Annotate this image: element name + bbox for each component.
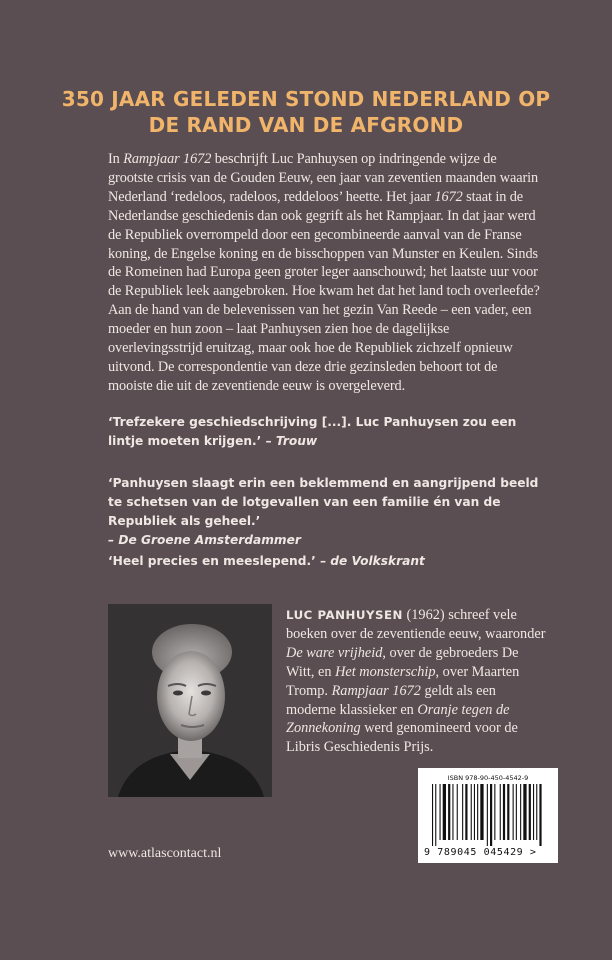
barcode-bar [516, 784, 517, 840]
isbn-label: ISBN 978-90-450-4542-9 [447, 774, 529, 782]
review-quote-volkskrant: ‘Heel precies en meeslepend.’ – de Volkskrant [108, 554, 425, 568]
headline [40, 86, 572, 138]
review-quote-groene: ‘Panhuysen slaagt erin een beklemmend en aangrijpend beeld te schetsen van de lotgevallen van een familie én van de Republiek als geheel.’ – De Groene Amsterdammer [108, 476, 539, 547]
barcode-bar [500, 784, 501, 840]
headline-line-1: 350 JAAR GELEDEN STOND NEDERLAND OP [61, 87, 551, 111]
barcode-bar [435, 784, 436, 846]
author-portrait-illustration [108, 604, 272, 797]
barcode-bar [536, 784, 537, 840]
isbn-digits: 9 789045 045429 > [424, 847, 537, 858]
barcode-bars [432, 784, 546, 846]
barcode-bar [457, 784, 458, 840]
barcode-bar [465, 784, 467, 840]
barcode-bar [462, 784, 463, 840]
barcode-bar [448, 784, 450, 840]
author-photo [108, 604, 272, 797]
barcode-bar [432, 784, 433, 846]
barcode-bar [480, 784, 483, 840]
barcode-bar [494, 784, 495, 840]
barcode-bar [507, 784, 509, 840]
year: 1672 [434, 188, 463, 205]
isbn-barcode [418, 768, 558, 863]
barcode-bar [443, 784, 446, 840]
barcode-bar [539, 784, 541, 846]
barcode-bar [533, 784, 534, 840]
barcode-bar [452, 784, 453, 840]
barcode-bar [471, 784, 472, 840]
barcode-bar [474, 784, 475, 840]
author-bio: LUC PANHUYSEN (1962) schreef vele boeken over de zeventiende eeuw, waaronder De ware vrijheid, over de gebroeders De Witt, en Het monsterschip, over Maarten Tromp. Rampjaar 1672 geldt als een moderne klassieker en Oranje tegen de Zonnekoning werd genomineerd voor de Libris Geschiedenis Prijs. [286, 607, 546, 756]
barcode-bar [487, 784, 488, 846]
book-description: In Rampjaar 1672 beschrijft Luc Panhuysen op indringende wijze de grootste crisis van de Gouden Eeuw, een jaar van zeventien maanden waarin Nederland ‘redeloos, radeloos, reddeloos’ heette. Het jaar 1672 staat in de Nederlandse geschiedenis dan ook gegrift als het Rampjaar. In dat jaar werd de Republiek overrompeld door een gecombineerde aanval van de Franse koning, de Engelse koning en de bisschoppen van Munster en Keulen. Sinds de Romeinen had Europa geen groter leger aanschouwd; het laatste uur voor de Republiek leek aangebroken. Hoe kwam het dat het land toch overleefde? Aan de hand van de belevenissen van het gezin Van Reede – een vader, een moeder en hun zoon – laat Panhuysen zien hoe de dagelijkse overlevingsstrijd eruitzag, maar ook hoe de Republiek zichzelf opnieuw uitvond. De correspondentie van deze drie gezinsleden behoort tot de mooiste die uit de zeventiende eeuw is overgeleverd. [108, 151, 540, 394]
quote-source: de Volkskrant [330, 554, 425, 568]
barcode-bar [503, 784, 505, 840]
quote-source: – De Groene Amsterdammer [108, 533, 301, 547]
barcode-bar [477, 784, 478, 840]
barcode-bar [523, 784, 526, 840]
barcode-bar [513, 784, 514, 840]
quote-source: Trouw [275, 434, 318, 448]
review-quote-trouw: ‘Trefzekere geschiedschrijving [...]. Luc Panhuysen zou een lintje moeten krijgen.’ – Trouw [108, 415, 517, 448]
barcode-bar [520, 784, 521, 840]
headline-line-2: DE RAND VAN DE AFGROND [148, 113, 464, 137]
book-title: Rampjaar 1672 [123, 151, 212, 167]
barcode-bar [490, 784, 492, 846]
barcode-bar [529, 784, 531, 840]
publisher-website: www.atlascontact.nl [108, 846, 222, 861]
barcode-bar [440, 784, 441, 840]
author-name: LUC PANHUYSEN [286, 608, 403, 622]
